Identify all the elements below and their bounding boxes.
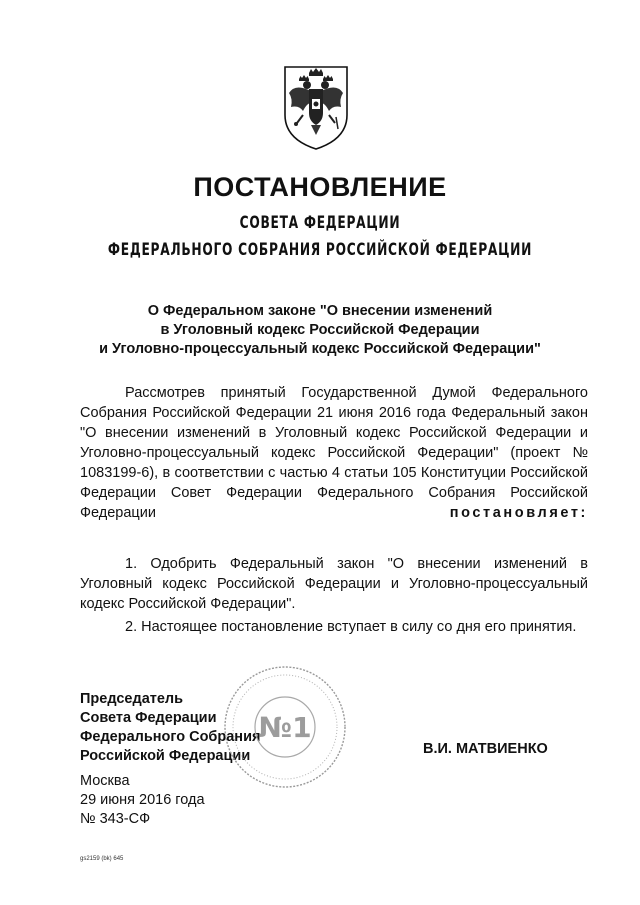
- issuer-line-1: СОВЕТА ФЕДЕРАЦИИ: [239, 213, 401, 233]
- subject-line-2: в Уголовный кодекс Российской Федерации: [160, 322, 480, 338]
- preamble-text: Рассмотрев принятый Государственной Думой Федерального Собрания Российской Федерации 21 июня 2016 года Федеральный закон "О внесении изменений в Уголовный кодекс Российской Федерации и Уголовно-процессуальный кодекс Российской Федерации" (проект № 1083199-6), в соответствии с частью 4 статьи 105 Конституции Российской Федерации Совет Федерации Федерального Собрания Российской Федерации: [80, 385, 588, 521]
- position-line-2: Совета Федерации: [80, 710, 217, 726]
- resolution-item-2: [80, 617, 588, 637]
- position-line-1: Председатель: [80, 691, 184, 707]
- subject-line-1: О Федеральном законе "О внесении изменений: [147, 303, 493, 319]
- item-2-text: 2. Настоящее постановление вступает в силу со дня его принятия.: [125, 619, 577, 635]
- stamp-number: №1: [258, 711, 312, 744]
- city: Москва: [80, 773, 130, 789]
- date: 29 июня 2016 года: [80, 792, 205, 808]
- place-and-date: [80, 772, 205, 829]
- resolves-word: постановляет:: [449, 505, 588, 521]
- position-line-4: Российской Федерации: [80, 748, 251, 764]
- russian-coat-of-arms-icon: [281, 63, 351, 153]
- official-stamp: [222, 664, 348, 790]
- subject-line-3: и Уголовно-процессуальный кодекс Российской Федерации": [99, 341, 541, 357]
- document-subject: [0, 302, 640, 359]
- document-number: № 343-СФ: [80, 811, 151, 827]
- print-code: gs2159 (bk) 645: [80, 856, 124, 862]
- item-1-text: 1. Одобрить Федеральный закон "О внесении изменений в Уголовный кодекс Российской Федерации и Уголовно-процессуальный кодекс Российской Федерации".: [80, 556, 588, 612]
- issuer-line-2: ФЕДЕРАЛЬНОГО СОБРАНИЯ РОССИЙСКОЙ ФЕДЕРАЦИИ: [107, 240, 533, 260]
- preamble-paragraph: [80, 383, 588, 523]
- document-title: ПОСТАНОВЛЕНИЕ: [193, 172, 447, 202]
- resolution-item-1: [80, 554, 588, 614]
- signatory-name: В.И. МАТВИЕНКО: [423, 741, 548, 757]
- position-line-3: Федерального Собрания: [80, 729, 261, 745]
